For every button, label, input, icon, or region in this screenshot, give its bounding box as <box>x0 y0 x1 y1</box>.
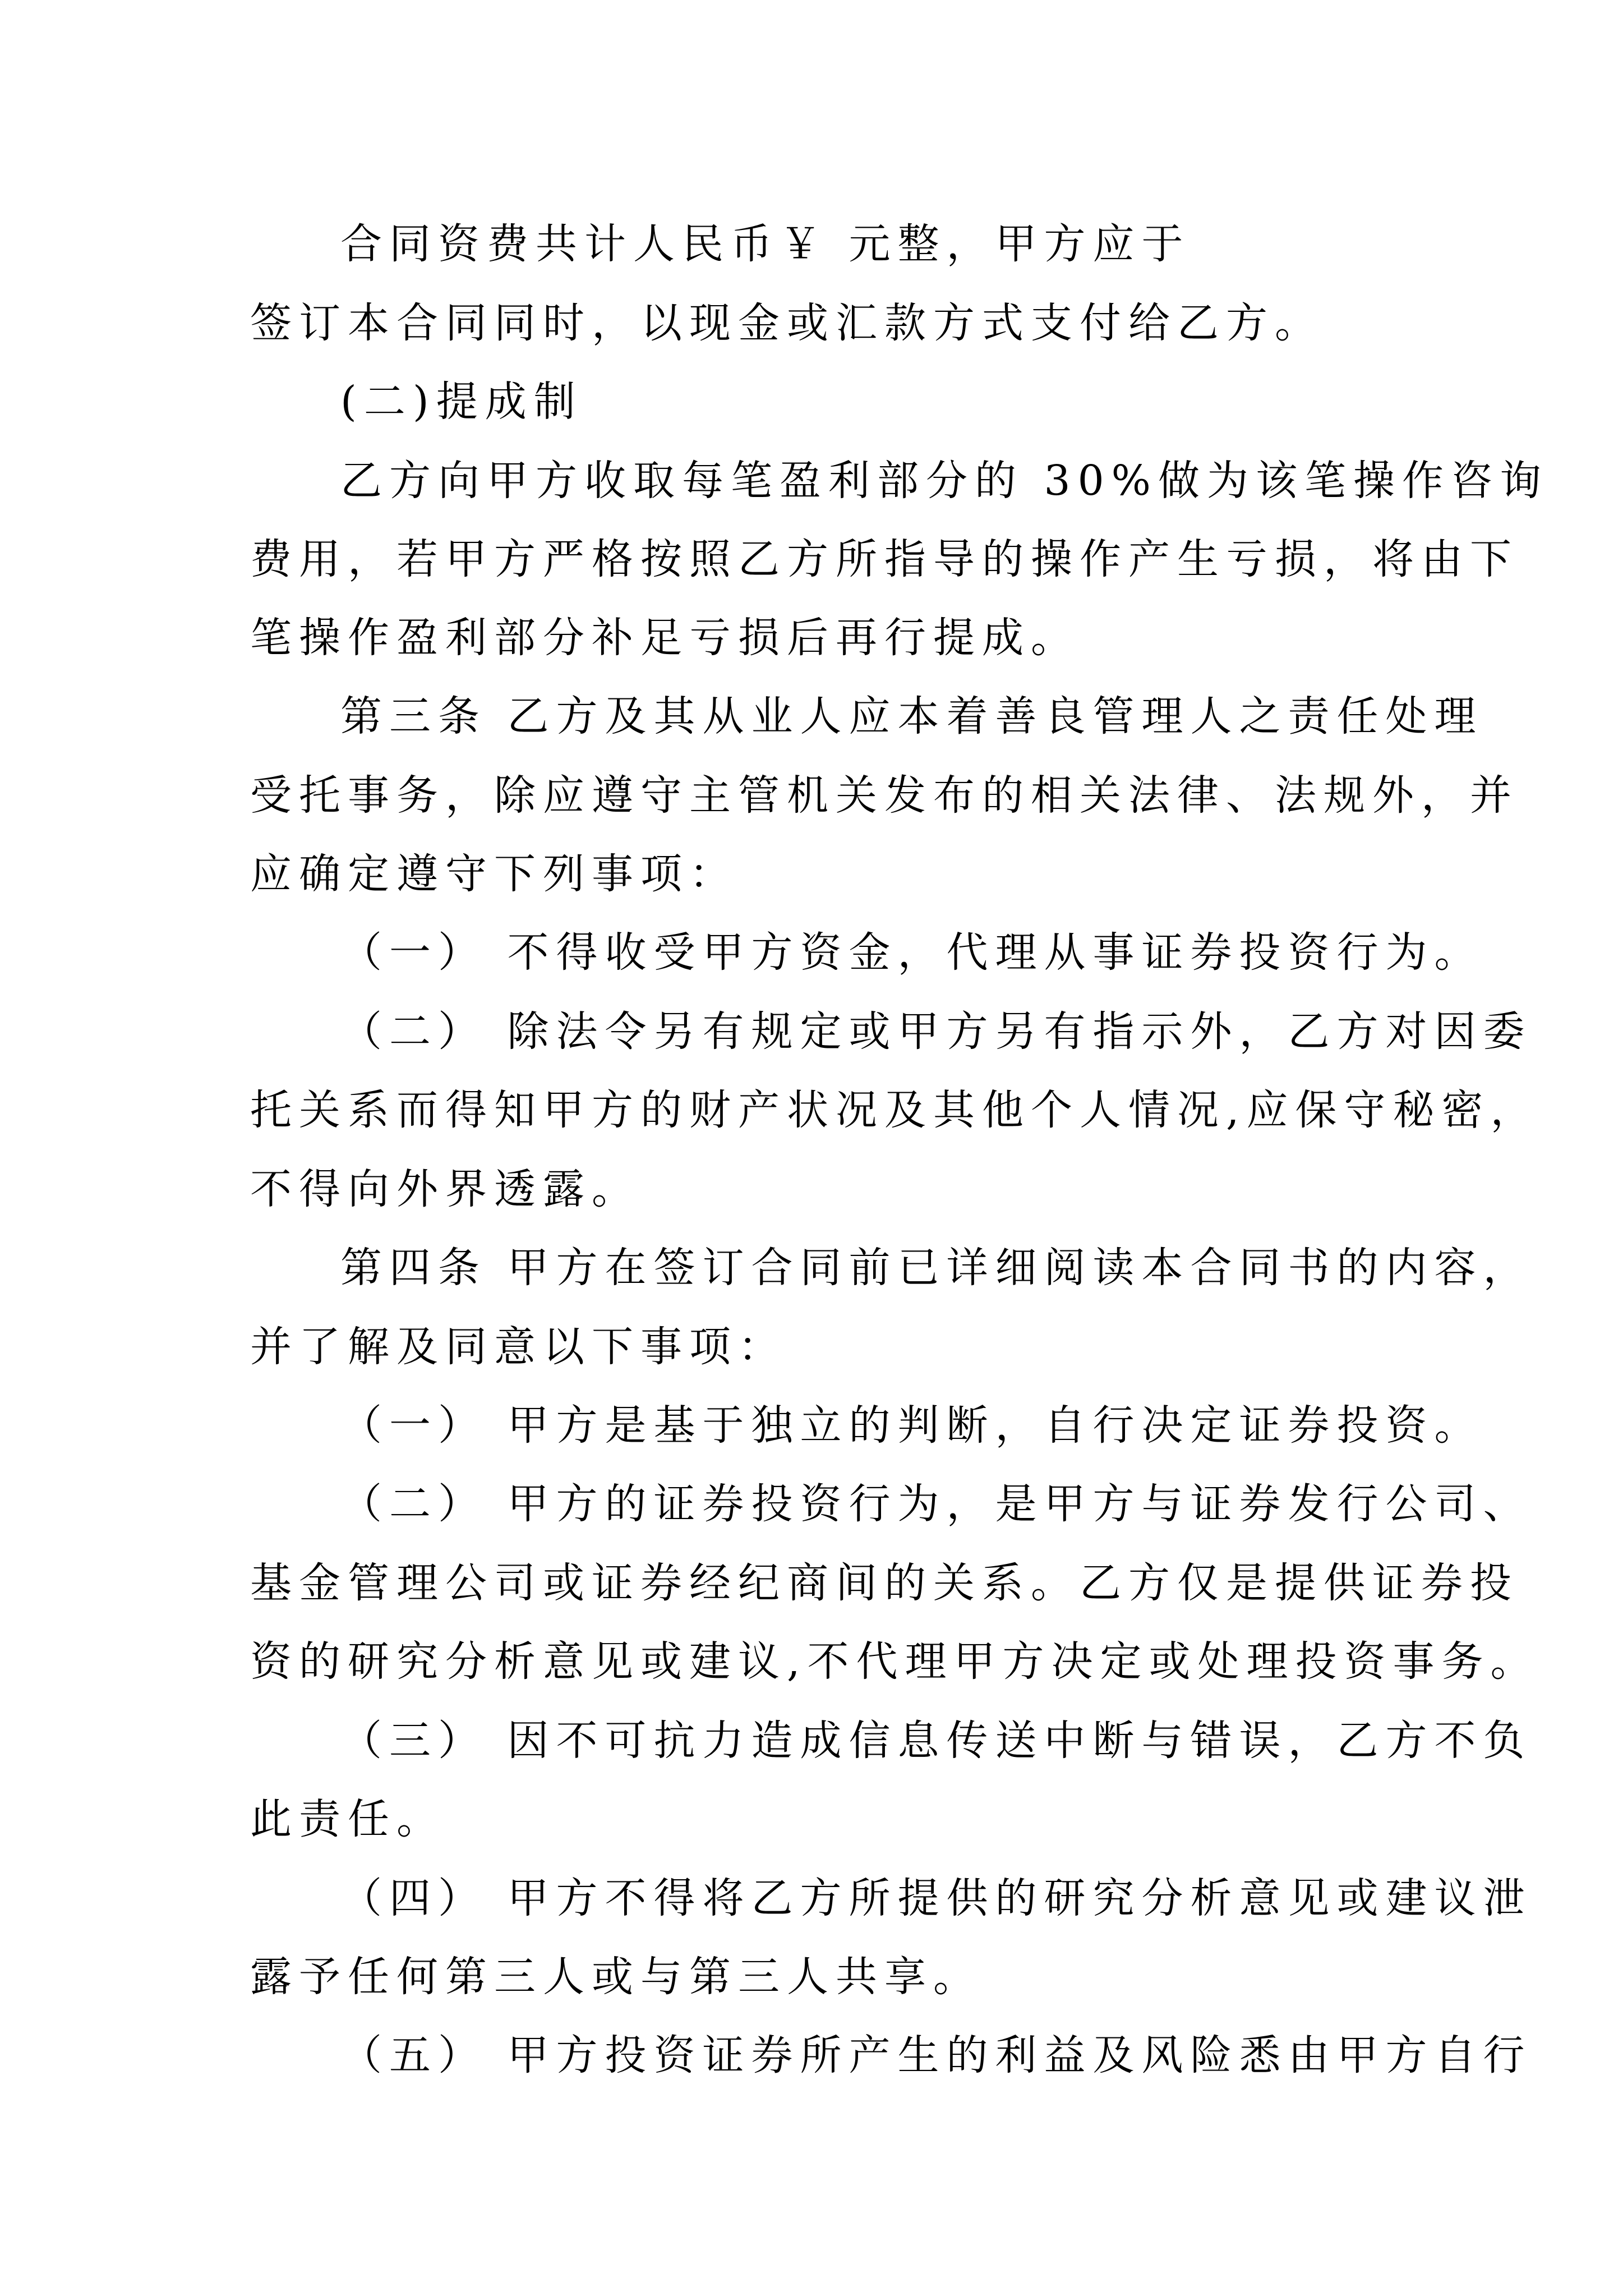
list-item: （二） 甲方的证券投资行为，是甲方与证券发行公司、 <box>340 1480 1532 1528</box>
text-line: 合同资费共计人民币￥ 元整，甲方应于 <box>340 220 1191 268</box>
list-item: （二） 除法令另有规定或甲方另有指示外，乙方对因委 <box>340 1007 1532 1056</box>
text-line: 并了解及同意以下事项： <box>250 1323 787 1371</box>
list-item: （一） 甲方是基于独立的判断，自行决定证券投资。 <box>340 1401 1483 1450</box>
section-heading: (二)提成制 <box>340 378 583 426</box>
list-item: （五） 甲方投资证券所产生的利益及风险悉由甲方自行 <box>340 2031 1532 2079</box>
article-heading: 第四条 甲方在签订合同前已详细阅读本合同书的内容， <box>340 1244 1532 1292</box>
text-line: 乙方向甲方收取每笔盈利部分的 30%做为该笔操作咨询 <box>340 457 1548 505</box>
list-item: （一） 不得收受甲方资金，代理从事证券投资行为。 <box>340 928 1483 977</box>
text-line: 受托事务，除应遵守主管机关发布的相关法律、法规外，并 <box>250 771 1519 820</box>
text-line: 不得向外界透露。 <box>250 1165 640 1213</box>
list-item: （三） 因不可抗力造成信息传送中断与错误，乙方不负 <box>340 1717 1532 1765</box>
text-line: 托关系而得知甲方的财产状况及其他个人情况,应保守秘密， <box>250 1086 1539 1134</box>
text-line: 应确定遵守下列事项： <box>250 850 738 898</box>
text-line: 笔操作盈利部分补足亏损后再行提成。 <box>250 614 1080 662</box>
text-line: 费用，若甲方严格按照乙方所指导的操作产生亏损，将由下 <box>250 535 1519 583</box>
article-heading: 第三条 乙方及其从业人应本着善良管理人之责任处理 <box>340 692 1483 740</box>
list-item: （四） 甲方不得将乙方所提供的研究分析意见或建议泄 <box>340 1874 1532 1922</box>
text-line: 签订本合同同时，以现金或汇款方式支付给乙方。 <box>250 299 1324 347</box>
text-line: 基金管理公司或证券经纪商间的关系。乙方仅是提供证券投 <box>250 1559 1519 1607</box>
text-line: 此责任。 <box>250 1795 445 1843</box>
text-line: 露予任何第三人或与第三人共享。 <box>250 1953 982 2001</box>
text-line: 资的研究分析意见或建议,不代理甲方决定或处理投资事务。 <box>250 1637 1539 1686</box>
